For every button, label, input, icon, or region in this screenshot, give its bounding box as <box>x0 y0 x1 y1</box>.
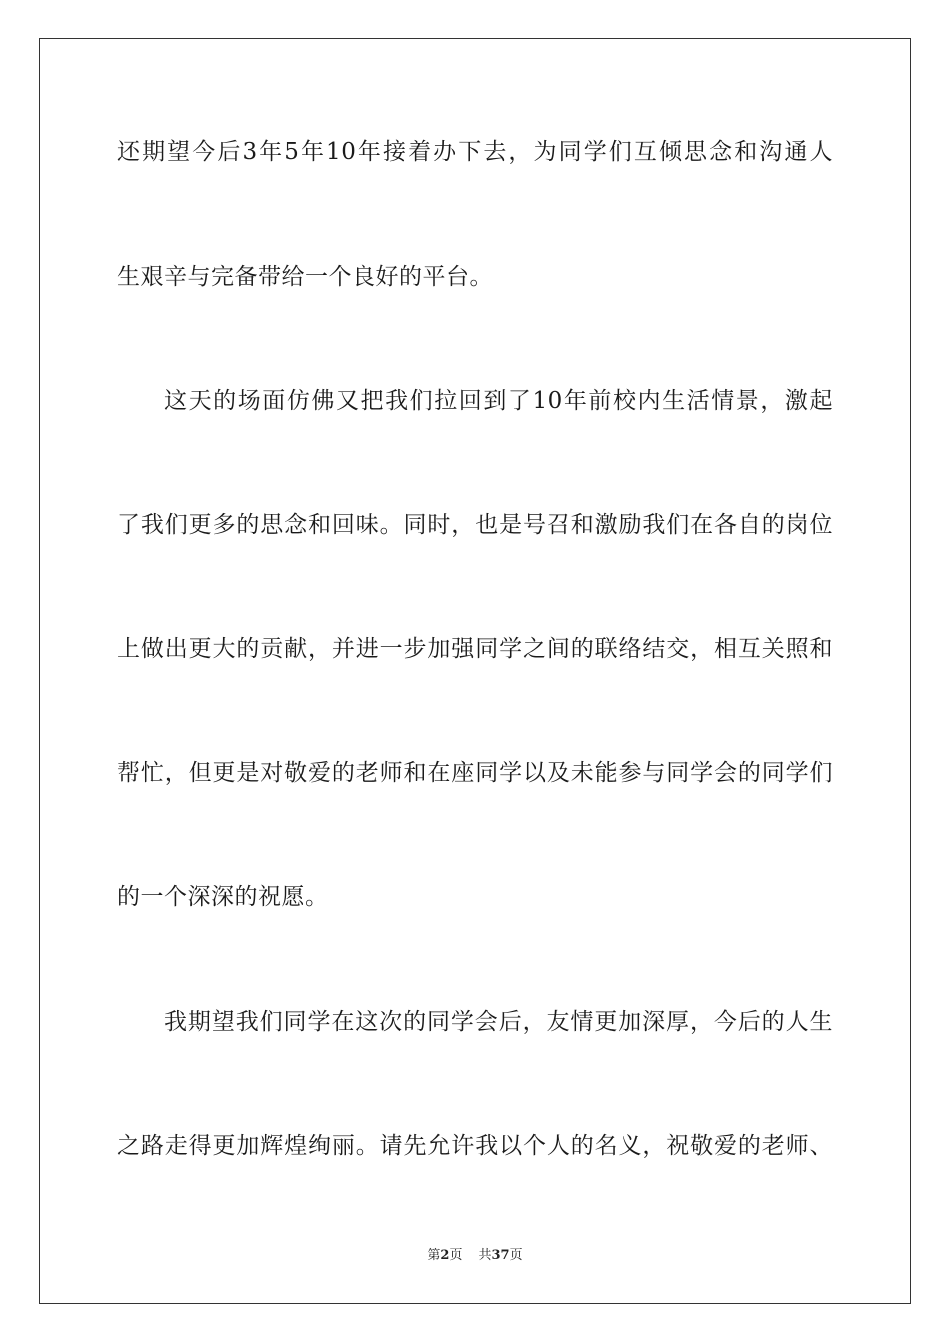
page-border <box>39 38 911 1304</box>
text-line-3: 这天的场面仿佛又把我们拉回到了10年前校内生活情景，激起 <box>164 388 833 414</box>
total-prefix: 共 <box>478 1248 492 1263</box>
text-line-9: 之路走得更加辉煌绚丽。请先允许我以个人的名义，祝敬爱的老师、 <box>117 1133 833 1159</box>
page-prefix: 第 <box>427 1248 441 1263</box>
total-pages: 37 <box>491 1248 510 1263</box>
text-line-7: 的一个深深的祝愿。 <box>117 884 329 910</box>
text-line-4: 了我们更多的思念和回味。同时，也是号召和激励我们在各自的岗位 <box>117 512 833 538</box>
total-suffix: 页 <box>509 1248 523 1263</box>
text-line-2: 生艰辛与完备带给一个良好的平台。 <box>117 264 493 290</box>
text-line-5: 上做出更大的贡献，并进一步加强同学之间的联络结交，相互关照和 <box>117 636 833 662</box>
page-footer <box>0 1247 950 1265</box>
page-number: 2 <box>440 1248 450 1263</box>
page-suffix: 页 <box>449 1248 463 1263</box>
text-line-6: 帮忙，但更是对敬爱的老师和在座同学以及未能参与同学会的同学们 <box>117 760 833 786</box>
text-line-8: 我期望我们同学在这次的同学会后，友情更加深厚，今后的人生 <box>164 1009 833 1035</box>
text-line-1: 还期望今后3年5年10年接着办下去，为同学们互倾思念和沟通人 <box>117 139 833 165</box>
